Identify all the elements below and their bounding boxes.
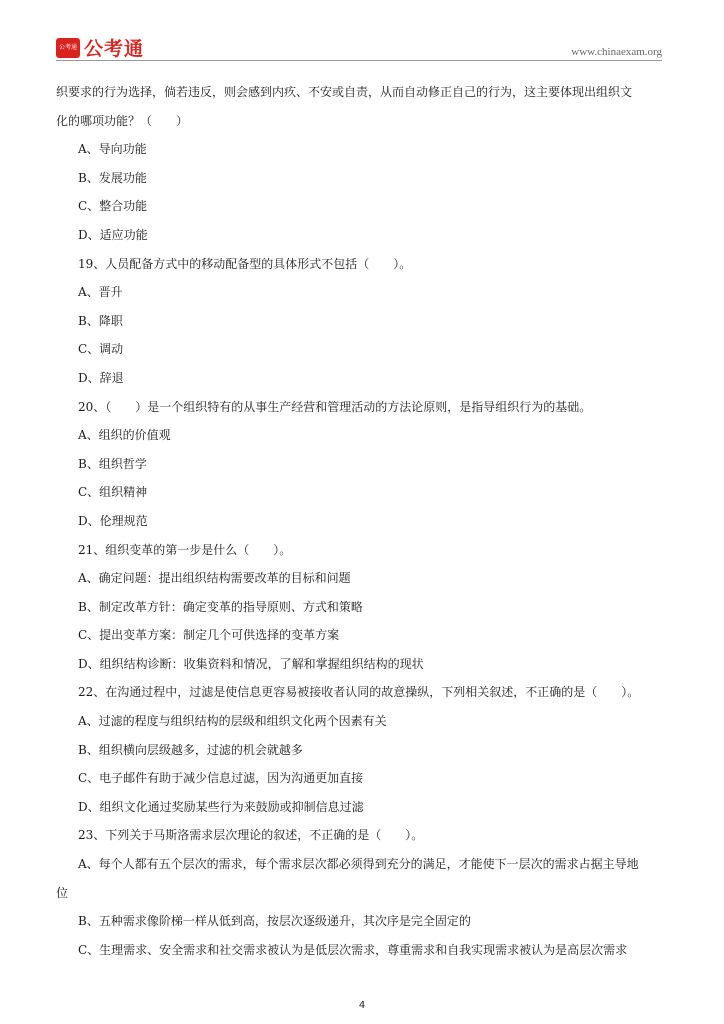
text-line: 19、人员配备方式中的移动配备型的具体形式不包括（ ）。 [78,256,412,271]
text-line: B、降职 [78,313,123,328]
text-line: D、辞退 [78,370,124,385]
text-line: C、整合功能 [78,199,148,214]
text-line: 位 [56,885,69,900]
text-line: C、调动 [78,342,124,357]
page-header [56,34,662,64]
text-line: B、制定改革方针：确定变革的指导原则、方式和策略 [78,599,363,614]
text-line: B、发展功能 [78,170,147,185]
text-line: A、确定问题：提出组织结构需要改革的目标和问题 [78,571,351,586]
text-line: B、五种需求像阶梯一样从低到高，按层次逐级递升，其次序是完全固定的 [78,914,471,929]
text-line: A、导向功能 [78,142,147,157]
text-line: D、适应功能 [78,227,148,242]
text-line: 23、下列关于马斯洛需求层次理论的叙述，不正确的是（ ）。 [78,828,424,843]
logo-mark-icon: 公考通 [56,38,80,58]
document-body [56,78,666,964]
text-line: 22、在沟通过程中，过滤是使信息更容易被接收者认同的故意操纵，下列相关叙述，不正确的是（ ）。 [78,685,640,700]
page-number: 4 [358,1000,366,1011]
text-line: C、电子邮件有助于减少信息过滤，因为沟通更加直接 [78,771,364,786]
text-line: 20、（ ）是一个组织特有的从事生产经营和管理活动的方法论原则，是指导组织行为的基础。 [78,399,592,414]
text-line: D、组织结构诊断：收集资料和情况，了解和掌握组织结构的现状 [78,656,424,671]
text-line: A、过滤的程度与组织结构的层级和组织文化两个因素有关 [78,714,387,729]
text-line: C、组织精神 [78,485,148,500]
header-divider [56,60,662,61]
text-line: D、组织文化通过奖励某些行为来鼓励或抑制信息过滤 [78,799,364,814]
text-line: C、提出变革方案：制定几个可供选择的变革方案 [78,628,340,643]
text-line: A、每个人都有五个层次的需求，每个需求层次都必须得到充分的满足，才能使下一层次的需求占据主导地 [78,857,639,872]
text-line: B、组织横向层级越多，过滤的机会就越多 [78,742,303,757]
site-url: www.chinaexam.org [571,46,662,58]
logo-text: 公考通 [84,38,145,60]
logo [56,34,144,61]
text-line: B、组织哲学 [78,456,147,471]
text-line: 织要求的行为选择，倘若违反，则会感到内疚、不安或自责，从而自动修正自己的行为，这主要体现出组织文 [56,85,633,99]
text-line: A、晋升 [78,285,123,300]
text-line: 化的哪项功能？（ ） [56,113,189,128]
text-line: D、伦理规范 [78,513,148,528]
text-line: 21、组织变革的第一步是什么（ ）。 [78,542,292,557]
text-line: C、生理需求、安全需求和社交需求被认为是低层次需求，尊重需求和自我实现需求被认为是高层次需求 [78,942,628,957]
text-line: A、组织的价值观 [78,428,171,443]
